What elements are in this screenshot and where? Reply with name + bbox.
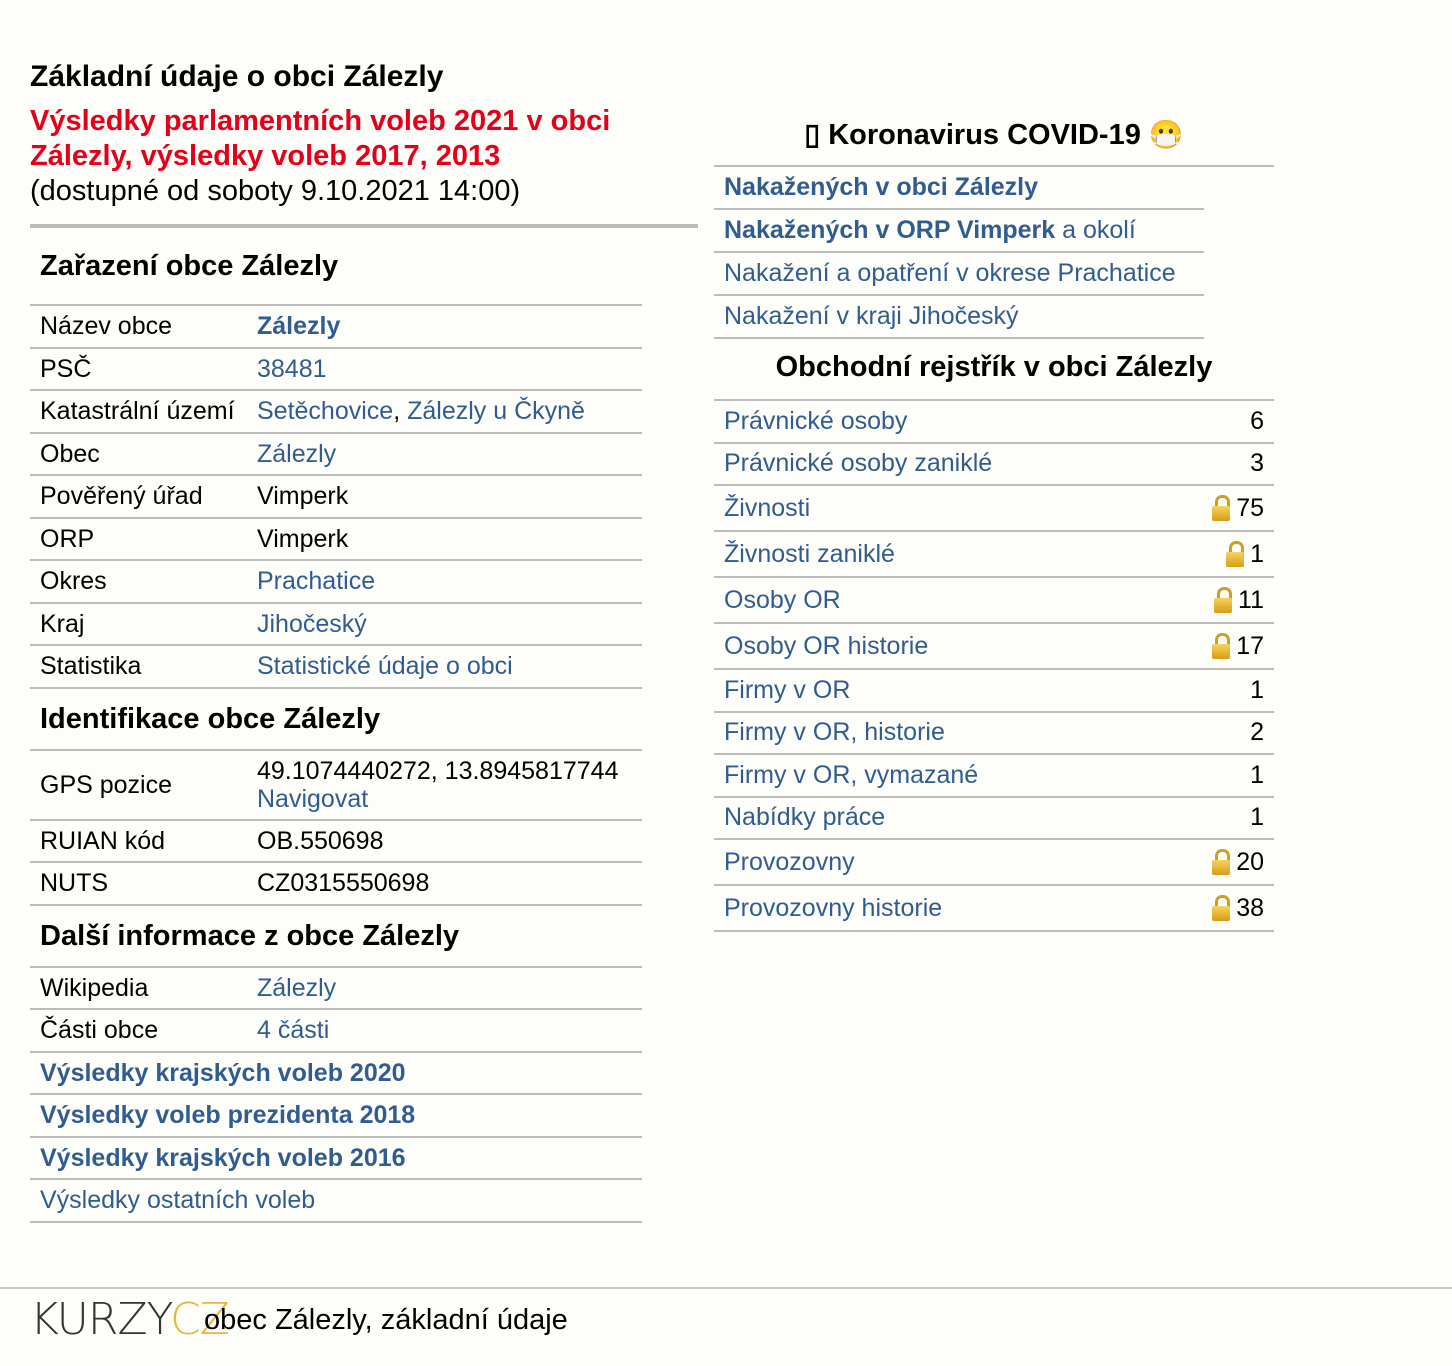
register-count [1226, 540, 1264, 569]
covid-link[interactable]: Nakažení v kraji Jihočeský [724, 302, 1019, 330]
row-value [247, 967, 642, 1010]
row-value: Vimperk [247, 518, 642, 561]
count-value: 75 [1236, 493, 1264, 522]
register-count [1250, 676, 1264, 705]
register-link[interactable]: Osoby OR historie [724, 631, 929, 660]
register-row [714, 840, 1274, 886]
row-label: Pověřený úřad [30, 475, 247, 518]
row-label: PSČ [30, 348, 247, 391]
lock-icon [1212, 895, 1230, 921]
row-label: Okres [30, 560, 247, 603]
row-label: Název obce [30, 305, 247, 348]
missing-glyph-icon: ▯ [804, 119, 821, 151]
table-row [30, 645, 642, 688]
cadastral-link-2[interactable]: Zálezly u Čkyně [407, 397, 585, 426]
register-row [714, 713, 1274, 756]
register-row [714, 532, 1274, 578]
register-link[interactable]: Živnosti [724, 493, 811, 522]
register-link[interactable]: Provozovny [724, 847, 855, 876]
row-label: Obec [30, 433, 247, 476]
count-value: 17 [1236, 631, 1264, 660]
row-label: Kraj [30, 603, 247, 646]
covid-link-rest[interactable]: a okolí [1055, 216, 1136, 244]
cadastral-link-1[interactable]: Setěchovice [257, 397, 394, 426]
row-label: Části obce [30, 1009, 247, 1052]
row-label: Wikipedia [30, 967, 247, 1010]
register-count [1250, 449, 1264, 478]
section-heading: Identifikace obce Zálezly [30, 688, 642, 750]
row-label: GPS pozice [30, 750, 247, 820]
table-row [30, 750, 642, 820]
register-link[interactable]: Nabídky práce [724, 803, 886, 832]
section-zarazeni [30, 228, 642, 305]
table-row [30, 967, 642, 1010]
row-value [30, 1137, 642, 1180]
regional-election-2020-link[interactable]: Výsledky krajských voleb 2020 [40, 1058, 406, 1087]
lock-icon [1212, 633, 1230, 659]
right-column [714, 110, 1274, 932]
lock-icon [1212, 495, 1230, 521]
register-count [1214, 586, 1264, 615]
row-value [247, 645, 642, 688]
covid-item[interactable] [714, 167, 1204, 210]
row-value [247, 1009, 642, 1052]
page-title: Základní údaje o obci Zálezly [30, 60, 444, 93]
count-value: 3 [1250, 449, 1264, 478]
covid-link-bold[interactable]: Nakažených v obci Zálezly [724, 173, 1039, 201]
count-value: 11 [1238, 585, 1264, 614]
register-link[interactable]: Právnické osoby zaniklé [724, 449, 993, 478]
register-count [1212, 894, 1264, 923]
section-heading: Zařazení obce Zálezly [30, 228, 642, 305]
presidential-election-2018-link[interactable]: Výsledky voleb prezidenta 2018 [40, 1101, 416, 1130]
count-value: 1 [1250, 539, 1264, 568]
row-value: Vimperk [247, 475, 642, 518]
lock-icon [1214, 587, 1232, 613]
info-table [30, 228, 642, 1223]
row-value [247, 560, 642, 603]
row-label: ORP [30, 518, 247, 561]
table-row [30, 862, 642, 905]
register-count [1212, 494, 1264, 523]
count-value: 20 [1236, 847, 1264, 876]
covid-link[interactable]: Nakažení a opatření v okrese Prachatice [724, 259, 1176, 287]
okres-link[interactable]: Prachatice [257, 567, 376, 596]
row-label: Statistika [30, 645, 247, 688]
row-label: Katastrální území [30, 390, 247, 433]
section-heading: Další informace z obce Zálezly [30, 905, 642, 967]
register-row [714, 486, 1274, 532]
count-value: 6 [1250, 406, 1264, 435]
logo-text-a: KURZY [30, 1294, 171, 1345]
other-elections-link[interactable]: Výsledky ostatních voleb [40, 1186, 316, 1215]
business-register-list [714, 401, 1274, 932]
row-value [30, 1179, 642, 1222]
register-count [1250, 761, 1264, 790]
wikipedia-link[interactable]: Zálezly [257, 973, 337, 1002]
register-link[interactable]: Živnosti zaniklé [724, 539, 895, 568]
row-label: NUTS [30, 862, 247, 905]
left-column [30, 58, 698, 1223]
row-value [247, 348, 642, 391]
regional-election-2016-link[interactable]: Výsledky krajských voleb 2016 [40, 1143, 406, 1172]
register-row [714, 755, 1274, 798]
register-link[interactable]: Provozovny historie [724, 893, 943, 922]
count-value: 1 [1250, 760, 1264, 789]
table-row [30, 1137, 642, 1180]
navigate-link[interactable]: Navigovat [257, 784, 369, 813]
covid-heading [714, 110, 1274, 167]
register-count [1250, 718, 1264, 747]
separator: , [393, 397, 408, 426]
table-row [30, 518, 642, 561]
row-value [247, 750, 642, 820]
register-row [714, 886, 1274, 932]
count-value: 2 [1250, 718, 1264, 747]
table-row [30, 820, 642, 863]
table-row [30, 1009, 642, 1052]
register-link[interactable]: Firmy v OR, historie [724, 718, 945, 747]
row-value [247, 305, 642, 348]
lock-icon [1212, 849, 1230, 875]
table-row [30, 305, 642, 348]
register-count [1250, 407, 1264, 436]
section-dalsi [30, 905, 642, 967]
row-value [247, 433, 642, 476]
parts-link[interactable]: 4 části [257, 1016, 330, 1045]
table-row [30, 1052, 642, 1095]
lock-icon [1226, 541, 1244, 567]
row-label: RUIAN kód [30, 820, 247, 863]
psc-link[interactable]: 38481 [257, 354, 327, 383]
register-link[interactable]: Firmy v OR, vymazané [724, 760, 979, 789]
register-row [714, 578, 1274, 624]
covid-list [714, 167, 1204, 339]
register-link[interactable]: Osoby OR [724, 585, 841, 614]
section-identifikace [30, 688, 642, 750]
register-count [1212, 848, 1264, 877]
table-row [30, 433, 642, 476]
table-row [30, 390, 642, 433]
register-link[interactable]: Právnické osoby [724, 406, 908, 435]
register-link[interactable]: Firmy v OR [724, 675, 851, 704]
face-mask-icon: 😷 [1148, 119, 1184, 150]
footer-caption: obec Zálezly, základní údaje [204, 1304, 568, 1336]
covid-item[interactable] [714, 253, 1204, 296]
count-value: 1 [1250, 675, 1264, 704]
table-row [30, 475, 642, 518]
logo-text-b: CZ [170, 1294, 229, 1345]
covid-link-bold[interactable]: Nakažených v ORP Vimperk [724, 216, 1056, 244]
row-value [247, 603, 642, 646]
statistics-link[interactable]: Statistické údaje o obci [257, 652, 513, 681]
table-row [30, 1094, 642, 1137]
business-register-heading: Obchodní rejstřík v obci Zálezly [714, 339, 1274, 401]
table-row [30, 348, 642, 391]
footer-divider [0, 1287, 1452, 1289]
register-row [714, 401, 1274, 444]
table-row [30, 603, 642, 646]
kurzy-logo[interactable] [30, 1296, 229, 1344]
gps-coordinates: 49.1074440272, 13.8945817744 [257, 756, 619, 785]
register-row [714, 444, 1274, 487]
register-count [1212, 632, 1264, 661]
count-value: 38 [1236, 893, 1264, 922]
row-value: CZ0315550698 [247, 862, 642, 905]
count-value: 1 [1250, 803, 1264, 832]
register-count [1250, 803, 1264, 832]
register-row [714, 670, 1274, 713]
covid-heading-text: Koronavirus COVID-19 [828, 119, 1141, 151]
register-row [714, 798, 1274, 841]
election-results-link[interactable]: Výsledky parlamentních voleb 2021 v obci Zálezly, výsledky voleb 2017, 2013 [30, 105, 611, 172]
row-value [30, 1094, 642, 1137]
table-row [30, 1179, 642, 1222]
row-value [30, 1052, 642, 1095]
register-row [714, 624, 1274, 670]
municipality-name-link[interactable]: Zálezly [257, 312, 341, 341]
kraj-link[interactable]: Jihočeský [257, 609, 367, 638]
covid-item[interactable] [714, 296, 1204, 339]
covid-item[interactable] [714, 210, 1204, 253]
row-value [247, 390, 642, 433]
obec-link[interactable]: Zálezly [257, 439, 337, 468]
availability-note: (dostupné od soboty 9.10.2021 14:00) [30, 175, 521, 207]
table-row [30, 560, 642, 603]
row-value: OB.550698 [247, 820, 642, 863]
